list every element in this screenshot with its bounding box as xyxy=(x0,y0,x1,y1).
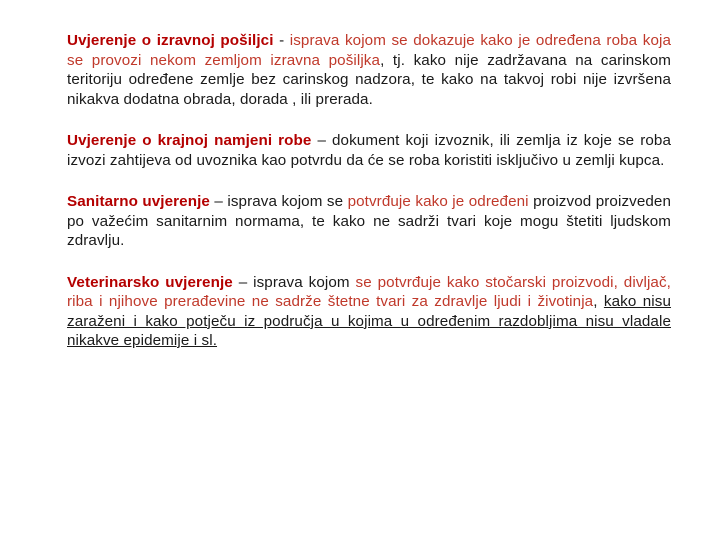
definition-highlight: isprava kojom se dokazuje kako je određena roba koja se provozi nekom zemljom izravna pošiljka xyxy=(67,32,672,69)
separator: – xyxy=(232,273,254,291)
term-end-use: Uvjerenje o krajnoj namjeni robe xyxy=(67,132,312,149)
definition-text: isprava kojom se xyxy=(227,193,348,210)
separator: - xyxy=(273,32,290,49)
definition-text: , tj. kako nije zadržavana na carinskom teritoriju određene zemlje bez carinskog nadzora, te kako na takvoj robi nije izvršena nikakva dodatna obrada, dorada , ili prerada. xyxy=(67,51,671,108)
paragraph-direct-shipment xyxy=(67,31,671,109)
definition-highlight: se potvrđuje kako stočarski proizvodi, divljač, riba i njihove prerađevine ne sadrže štetne tvari za zdravlje ljudi i životinja xyxy=(67,273,671,310)
definition-text: isprava kojom xyxy=(253,273,356,291)
paragraph-sanitary xyxy=(67,192,671,251)
document-body xyxy=(67,31,671,373)
paragraph-veterinary xyxy=(67,273,671,351)
definition-underlined: kako nisu zaraženi i kako potječu iz područja u kojima u određenim razdobljima nisu vladale nikakve epidemije i sl. xyxy=(67,293,672,349)
term-sanitary: Sanitarno uvjerenje xyxy=(67,193,210,210)
term-veterinary: Veterinarsko uvjerenje xyxy=(67,273,233,291)
separator: – xyxy=(311,132,332,149)
separator: – xyxy=(209,193,228,210)
definition-text-continued: proizvod proizveden po važećim sanitarnim normama, te kako ne sadrži tvari koje mogu štetiti ljudskom zdravlju. xyxy=(67,193,672,249)
definition-highlight: potvrđuje kako je određeni xyxy=(347,193,529,210)
definition-text: dokument koji izvoznik, ili zemlja iz koje se roba izvozi zahtijeva od uvoznika kao potvrdu da će se roba koristiti isključivo u zemlji kupca. xyxy=(67,132,671,169)
term-direct-shipment: Uvjerenje o izravnoj pošiljci xyxy=(67,32,274,49)
definition-text-continued: , xyxy=(593,293,604,310)
paragraph-end-use xyxy=(67,131,671,170)
